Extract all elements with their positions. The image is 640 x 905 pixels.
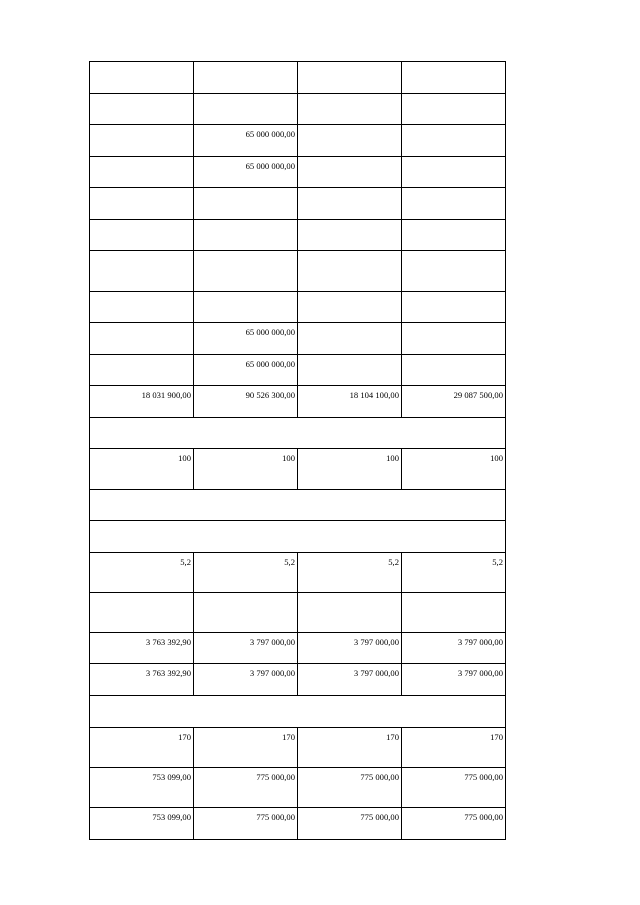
table-cell-col-3 [298,808,402,840]
table-section-row-cell [90,696,506,728]
table-row [90,386,506,418]
table-cell-col-3 [298,94,402,125]
table-cell-col-2 [194,449,298,490]
cell-value: 90 526 300,00 [245,390,295,400]
table-cell-col-2 [194,553,298,593]
cell-value [402,62,503,66]
table-cell-col-4 [402,323,506,355]
table-cell-col-2 [194,593,298,633]
cell-value: 3 797 000,00 [249,668,295,678]
table-section-row-cell [90,490,506,521]
table-cell-col-2 [194,386,298,418]
cell-value [298,157,399,161]
table-row [90,418,506,449]
table-cell-col-3 [298,633,402,664]
cell-value [402,125,503,129]
cell-value: 65 000 000,00 [245,129,295,139]
table-cell-col-3 [298,323,402,355]
table-cell-col-3 [298,664,402,696]
table-cell-col-4 [402,188,506,220]
table-cell-col-2 [194,768,298,808]
table-row [90,553,506,593]
table-row [90,728,506,768]
cell-value: 775 000,00 [256,772,295,782]
cell-value: 65 000 000,00 [245,327,295,337]
table-cell-col-2 [194,355,298,386]
cell-value: 170 [386,732,399,742]
table-cell-col-1 [90,94,194,125]
table-cell-col-2 [194,188,298,220]
cell-value [90,125,191,129]
cell-text [90,418,503,422]
table-cell-col-3 [298,251,402,292]
cell-value: 3 797 000,00 [457,637,503,647]
table-cell-col-4 [402,125,506,157]
cell-value: 65 000 000,00 [245,359,295,369]
table-row [90,323,506,355]
table-cell-col-3 [298,157,402,188]
cell-value: 775 000,00 [360,772,399,782]
cell-value [194,292,295,296]
cell-value: 3 763 392,90 [145,637,191,647]
table-row [90,521,506,553]
cell-value [90,62,191,66]
table-cell-col-4 [402,808,506,840]
table-row [90,62,506,94]
cell-value [194,62,295,66]
cell-value [402,188,503,192]
cell-text [90,696,503,700]
cell-value [402,251,503,255]
cell-value: 18 031 900,00 [141,390,191,400]
table-row [90,94,506,125]
table-cell-col-1 [90,292,194,323]
cell-value: 170 [490,732,503,742]
table-cell-col-1 [90,323,194,355]
cell-value: 775 000,00 [464,772,503,782]
cell-value [402,220,503,224]
table-cell-col-1 [90,251,194,292]
table-cell-col-3 [298,728,402,768]
table-cell-col-3 [298,593,402,633]
cell-value [402,593,503,597]
table-cell-col-1 [90,386,194,418]
table-cell-col-1 [90,449,194,490]
cell-value [298,292,399,296]
table-cell-col-3 [298,553,402,593]
table-cell-col-3 [298,125,402,157]
table-cell-col-2 [194,94,298,125]
cell-value [194,220,295,224]
cell-value: 29 087 500,00 [453,390,503,400]
table-cell-col-2 [194,157,298,188]
table-row [90,808,506,840]
cell-value [90,251,191,255]
table-row [90,292,506,323]
cell-value: 5,2 [492,557,503,567]
table-cell-col-1 [90,768,194,808]
cell-value [90,292,191,296]
cell-value: 5,2 [284,557,295,567]
cell-value [194,251,295,255]
table-cell-col-1 [90,62,194,94]
table-cell-col-2 [194,664,298,696]
table-cell-col-4 [402,94,506,125]
cell-value [90,593,191,597]
cell-value [90,157,191,161]
table-cell-col-4 [402,593,506,633]
cell-value: 775 000,00 [360,812,399,822]
table-cell-col-4 [402,157,506,188]
cell-value [90,94,191,98]
table-row [90,490,506,521]
table-cell-col-1 [90,125,194,157]
cell-value [402,157,503,161]
cell-value: 65 000 000,00 [245,161,295,171]
table-cell-col-2 [194,251,298,292]
cell-text [90,521,503,525]
table-cell-col-4 [402,386,506,418]
table-section-row-cell [90,521,506,553]
cell-value [298,220,399,224]
table-cell-col-2 [194,220,298,251]
cell-value [402,323,503,327]
cell-value: 170 [178,732,191,742]
table-cell-col-4 [402,728,506,768]
table-cell-col-1 [90,728,194,768]
table-cell-col-1 [90,188,194,220]
cell-value: 3 797 000,00 [353,637,399,647]
table-cell-col-1 [90,157,194,188]
cell-value [402,292,503,296]
table-cell-col-4 [402,768,506,808]
cell-value [298,593,399,597]
cell-value: 100 [178,453,191,463]
table-cell-col-2 [194,633,298,664]
cell-value [298,125,399,129]
table-cell-col-3 [298,449,402,490]
table-row [90,355,506,386]
table-cell-col-2 [194,728,298,768]
table-cell-col-4 [402,355,506,386]
table-row [90,188,506,220]
cell-value: 3 797 000,00 [457,668,503,678]
table-row [90,251,506,292]
cell-value: 100 [386,453,399,463]
table-row [90,220,506,251]
table-cell-col-2 [194,323,298,355]
cell-value [194,94,295,98]
table-cell-col-2 [194,62,298,94]
cell-value: 170 [282,732,295,742]
table-cell-col-1 [90,633,194,664]
table-cell-col-3 [298,768,402,808]
cell-value [298,251,399,255]
cell-value [194,188,295,192]
table-cell-col-4 [402,251,506,292]
financial-data-table [89,61,506,840]
table-cell-col-4 [402,633,506,664]
cell-value [402,355,503,359]
cell-value [90,355,191,359]
cell-value: 775 000,00 [464,812,503,822]
cell-value [90,220,191,224]
table-cell-col-4 [402,220,506,251]
cell-value: 3 763 392,90 [145,668,191,678]
cell-value [90,323,191,327]
table-cell-col-3 [298,292,402,323]
cell-value [298,94,399,98]
table-body [90,62,506,840]
table-cell-col-1 [90,220,194,251]
table-cell-col-2 [194,125,298,157]
table-row [90,593,506,633]
table-row [90,125,506,157]
cell-value: 5,2 [180,557,191,567]
table-row [90,768,506,808]
cell-value: 18 104 100,00 [349,390,399,400]
table-cell-col-4 [402,62,506,94]
table-cell-col-3 [298,355,402,386]
table-row [90,449,506,490]
cell-value [298,188,399,192]
table-row [90,696,506,728]
cell-value: 3 797 000,00 [249,637,295,647]
cell-text [90,490,503,494]
table-cell-col-1 [90,664,194,696]
table-cell-col-3 [298,188,402,220]
cell-value [298,323,399,327]
cell-value [298,355,399,359]
table-row [90,633,506,664]
cell-value [298,62,399,66]
cell-value: 753 099,00 [152,772,191,782]
cell-value [194,593,295,597]
table-cell-col-1 [90,593,194,633]
cell-value [90,188,191,192]
table-row [90,157,506,188]
table-cell-col-1 [90,553,194,593]
table-row [90,664,506,696]
table-cell-col-1 [90,355,194,386]
cell-value: 100 [490,453,503,463]
cell-value [402,94,503,98]
table-cell-col-4 [402,449,506,490]
cell-value: 5,2 [388,557,399,567]
table-cell-col-2 [194,808,298,840]
cell-value: 3 797 000,00 [353,668,399,678]
table-section-row-cell [90,418,506,449]
table-cell-col-4 [402,292,506,323]
table-cell-col-3 [298,386,402,418]
cell-value: 100 [282,453,295,463]
cell-value: 775 000,00 [256,812,295,822]
table-cell-col-1 [90,808,194,840]
cell-value: 753 099,00 [152,812,191,822]
table-cell-col-4 [402,553,506,593]
table-cell-col-3 [298,220,402,251]
table-cell-col-3 [298,62,402,94]
table-cell-col-4 [402,664,506,696]
table-cell-col-2 [194,292,298,323]
